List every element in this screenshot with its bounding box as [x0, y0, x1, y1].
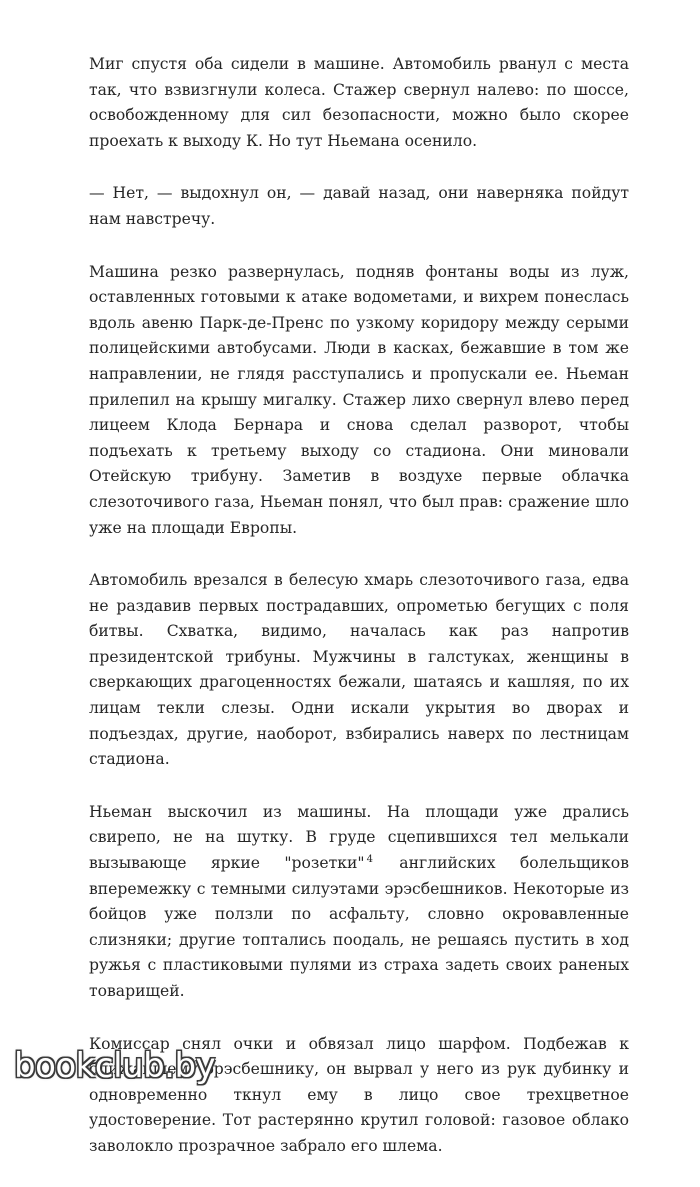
paragraph-2: — Нет, — выдохнул он, — давай назад, они наверняка пойдут нам навстречу.	[89, 184, 629, 228]
book-page	[89, 52, 629, 1187]
paragraph-5	[89, 800, 629, 1005]
paragraph-3: Машина резко развернулась, подняв фонтаны воды из луж, оставленных готовыми к атаке водометами, и вихрем понеслась вдоль авеню Парк-де-Пренс по узкому коридору между серыми полицейскими автобусами. Люди в касках, бежавшие в том же направлении, не глядя расступались и пропускали ее. Ньеман прилепил на крышу мигалку. Стажер лихо свернул влево перед лицеем Клода Бернара и снова сделал разворот, чтобы подъехать к третьему выходу со стадиона. Они миновали Отейскую трибуну. Заметив в воздухе первые облачка слезоточивого газа, Ньеман понял, что был прав: сражение шло уже на площади Европы.	[89, 262, 629, 537]
paragraph-1: Миг спустя оба сидели в машине. Автомобиль рванул с места так, что взвизгнули колеса. Стажер свернул налево: по шоссе, освобожденному для сил безопасности, можно было скорее проехать к выходу К. Но тут Ньемана осенило.	[89, 55, 629, 150]
watermark-logo: bookclub.by	[14, 1046, 216, 1086]
paragraph-4: Автомобиль врезался в белесую хмарь слезоточивого газа, едва не раздавив первых пострадавших, опрометью бегущих с поля битвы. Схватка, видимо, началась как раз напротив президентской трибуны. Мужчины в галстуках, женщины в сверкающих драгоценностях бежали, шатаясь и кашляя, по их лицам текли слезы. Одни искали укрытия во дворах и подъездах, другие, наоборот, взбирались наверх по лестницам стадиона.	[89, 571, 629, 769]
paragraph-5-text-after: английских болельщиков вперемежку с темными силуэтами эрэсбешников. Некоторые из бойцов уже ползли по асфальту, словно окровавленные слизняки; другие топтались поодаль, не решаясь пустить в ход ружья с пластиковыми пулями из страха задеть своих раненых товарищей.	[89, 854, 629, 1000]
paragraph-5-text-before: Ньеман выскочил из машины. На площади уже дрались свирепо, не на шутку. В груде сцепившихся тел мелькали вызывающе яркие "розетки"	[89, 802, 629, 873]
paragraph-6: Комиссар снял очки и обвязал лицо шарфом. Подбежав к ближайшему эрэсбешнику, он вырвал у него из рук дубинку и одновременно ткнул ему в лицо свое трехцветное удостоверение. Тот растерянно крутил головой: газовое облако заволокло прозрачное забрало его шлема.	[89, 1034, 629, 1155]
footnote-marker[interactable]: 4	[366, 853, 373, 865]
